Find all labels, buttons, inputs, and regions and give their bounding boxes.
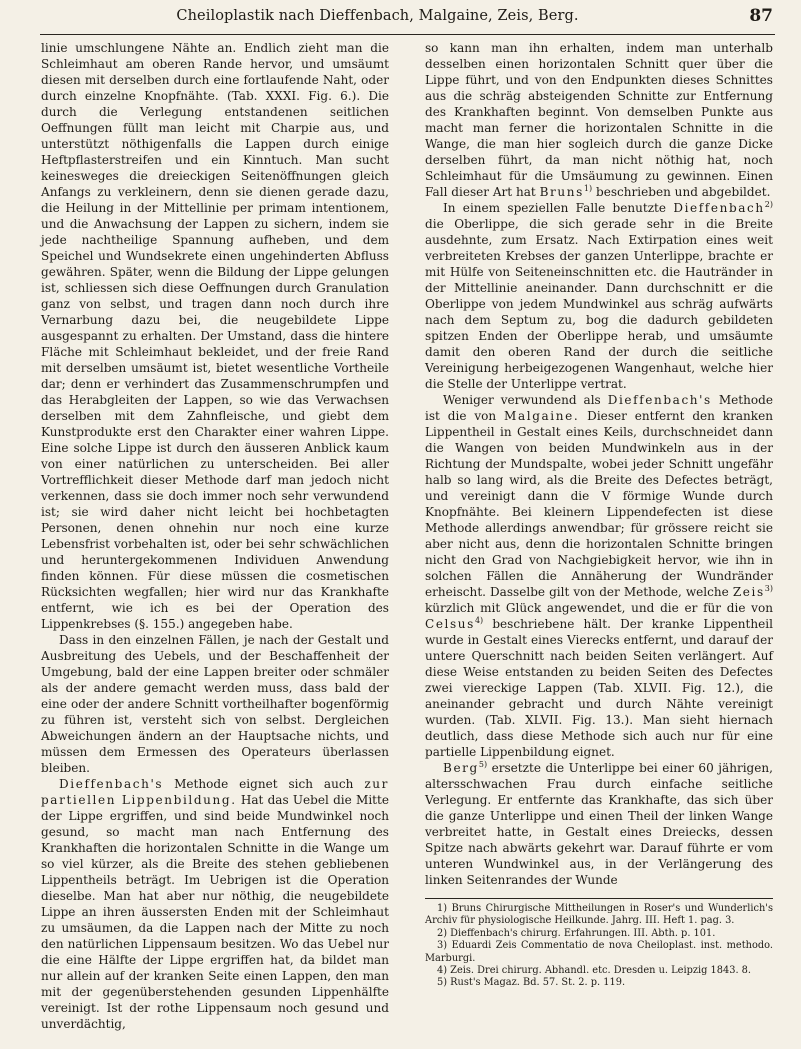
text-run: die Oberlippe, die sich gerade sehr in die Breite ausdehnte, zum Ersatz. Nach Extirpation eines weit verbreiteten Krebses der ganzen Unterlippe, brachte er mit Hülfe von Seiteneinschnitten etc. die Hautränder in der Mittellinie aneinander. Dann durchschnitt er die Oberlippe von jedem Mundwinkel aus schräg aufwärts nach dem Septum zu, bog die dadurch gebildeten spitzen Enden der Oberlippe herab, und umsäumte damit den oberen Rand der durch die seitliche Vereinigung herbeigezogenen Wangenhaut, welche hier die Stelle der Unterlippe vertrat.	[425, 217, 773, 391]
footnote: 3) Eduardi Zeis Commentatio de nova Cheiloplast. inst. methodo. Marburgi.	[425, 940, 773, 964]
left-column	[41, 40, 389, 1032]
paragraph	[41, 776, 389, 1032]
text-run: In einem speziellen Falle benutzte	[443, 201, 667, 215]
text-run: Hat das Uebel die Mitte der Lippe ergriffen, und sind beide Mundwinkel noch gesund, so macht man nach Entfernung des Krankhaften die horizontalen Schnitte in die Wange um so viel kürzer, als die Breite des stehen gebliebenen Lippentheils beträgt. Im Uebrigen ist die Operation dieselbe. Man hat aber nur nöthig, die neugebildete Lippe an ihren äussersten Enden mit der Schleimhaut zu umsäumen, da die Lappen nach der Mitte zu noch den natürlichen Lippensaum besitzen. Wo das Uebel nur die eine Hälfte der Lippe ergriffen hat, da bildet man nur allein auf der kranken Seite einen Lappen, den man mit der gegenüberstehenden gesunden Lippenhälfte vereinigt. Ist der rothe Lippensaum noch gesund und unverdächtig,	[41, 793, 389, 1031]
footnote: 1) Bruns Chirurgische Mittheilungen in Roser's und Wunderlich's Archiv für physiologische Heilkunde. Jahrg. III. Heft 1. pag. 3.	[425, 903, 773, 927]
text-run: kürzlich mit Glück angewendet, und die er für die von	[425, 601, 773, 615]
running-head: Cheiloplastik nach Dieffenbach, Malgaine, Zeis, Berg.	[176, 8, 579, 24]
author-name: Malgaine.	[504, 409, 580, 423]
paragraph: linie umschlungene Nähte an. Endlich zieht man die Schleimhaut am oberen Rande hervor, und umsäumt diesen mit derselben durch eine fortlaufende Naht, oder durch einzelne Knopfnähte. (Tab. XXXI. Fig. 6.). Die durch die Verlegung entstandenen seitlichen Oeffnungen füllt man leicht mit Charpie aus, und unterstützt nöthigenfalls die Lappen durch einige Heftpflasterstreifen und ein Kinntuch. Man sucht keinesweges die dreieckigen Seitenöffnungen gleich Anfangs zu verkleinern, denn sie dienen gerade dazu, die Heilung in der Mittellinie per primam intentionem, und die Anwachsung der Lappen zu sichern, indem sie jede nachtheilige Spannung aufheben, und dem Speichel und Wundsekrete einen ungehinderten Abfluss gewähren. Später, wenn die Bildung der Lippe gelungen ist, schliessen sich diese Oeffnungen durch Granulation ganz von selbst, und tragen dann noch durch ihre Vernarbung dazu bei, die neugebildete Lippe ausgespannt zu erhalten. Der Umstand, dass die hintere Fläche mit Schleimhaut bekleidet, und der freie Rand mit derselben umsäumt ist, bietet wesentliche Vortheile dar; denn er verhindert das Zusammenschrumpfen und das Herabgleiten der Lappen, so wie das Verwachsen derselben mit dem Zahnfleische, und giebt dem Kunstprodukte erst den Charakter einer wahren Lippe. Eine solche Lippe ist durch den äusseren Anblick kaum von einer natürlichen zu unterscheiden. Bei aller Vortrefflichkeit dieser Methode darf man jedoch nicht verkennen, dass sie doch immer noch sehr verwundend ist; sie wird daher nicht leicht bei hochbetagten Personen, denen ohnehin nur noch eine kurze Lebensfrist vorbehalten ist, oder bei sehr schwächlichen und heruntergekommenen Individuen Anwendung finden können. Für diese müssen die cosmetischen Rücksichten wegfallen; hier wird nur das Krankhafte entfernt, wie ich es bei der Operation des Lippenkrebses (§. 155.) angegeben habe.	[41, 41, 389, 631]
author-name: Dieffenbach's	[607, 393, 712, 407]
footnotes	[425, 898, 773, 990]
emphasized-term: zur partiellen Lippenbildung.	[41, 777, 389, 807]
footnote-ref: 3)	[764, 583, 773, 593]
author-name: Dieffenbach's	[59, 777, 164, 791]
author-name: Celsus	[425, 617, 475, 631]
author-name: Bruns	[539, 185, 584, 199]
footnote-ref: 4)	[474, 615, 484, 625]
paragraph: Dass in den einzelnen Fällen, je nach der Gestalt und Ausbreitung des Uebels, und der Beschaffenheit der Umgebung, bald der eine Lappen breiter oder schmäler als der andere gemacht werden muss, dass bald der eine oder der andere Schnitt vortheilhafter bogenförmig zu führen ist, versteht sich von selbst. Dergleichen Abweichungen ändern an der Hauptsache nichts, und müssen dem Ermessen des Operateurs überlassen bleiben.	[41, 633, 389, 775]
footnote: 2) Dieffenbach's chirurg. Erfahrungen. III. Abth. p. 101.	[437, 927, 716, 939]
text-run: Weniger verwundend als	[443, 393, 601, 407]
text-run: beschriebene hält. Der kranke Lippentheil wurde in Gestalt eines Vierecks entfernt, und darauf der untere Querschnitt nach beiden Seiten verlängert. Auf diese Weise entstanden zu beiden Seiten des Defectes zwei viereckige Lappen (Tab. XLVII. Fig. 12.), die aneinander gebracht und durch Nähte vereinigt wurden. (Tab. XLVII. Fig. 13.). Man sieht hiernach deutlich, dass diese Methode sich auch nur für eine partielle Lippenbildung eignet.	[425, 617, 773, 759]
footnote-ref: 2)	[764, 199, 773, 209]
author-name: Berg	[443, 761, 479, 775]
text-run: ersetzte die Unterlippe bei einer 60 jährigen, altersschwachen Frau durch einfache seitliche Verlegung. Er entfernte das Krankhafte, das sich über die ganze Unterlippe und einen Theil der linken Wange verbreitet hatte, in Gestalt eines Dreiecks, dessen Spitze nach abwärts gekehrt war. Darauf führte er vom unteren Wundwinkel aus, in der Verlängerung des linken Seitenrandes der Wunde	[425, 761, 773, 887]
text-run: Methode ist die von	[425, 393, 773, 423]
page-header	[40, 6, 775, 35]
page-number: 87	[749, 6, 773, 26]
footnote: 4) Zeis. Drei chirurg. Abhandl. etc. Dresden u. Leipzig 1843. 8.	[437, 965, 752, 977]
footnote-ref: 1)	[583, 183, 593, 193]
paragraph	[425, 392, 773, 760]
paragraph	[425, 200, 773, 392]
text-run: beschrieben und abgebildet.	[595, 185, 771, 199]
text-run: so kann man ihn erhalten, indem man unterhalb desselben einen horizontalen Schnitt quer über die Lippe führt, und von den Endpunkten dieses Schnittes aus die schräg absteigenden Schnitte zur Entfernung des Krankhaften beginnt. Von demselben Punkte aus macht man ferner die horizontalen Schnitte in die Wange, die man hier sogleich durch die ganze Dicke derselben führt, da man nicht nöthig hat, noch Schleimhaut für die Umsäumung zu gewinnen. Einen Fall dieser Art hat	[425, 41, 773, 199]
paragraph	[425, 760, 773, 888]
text-run: Dieser entfernt den kranken Lippentheil in Gestalt eines Keils, durchschneidet dann die Wangen von beiden Mundwinkeln aus in der Richtung der Mundspalte, wobei jeder Schnitt ungefähr halb so lang wird, als die Breite des Defectes beträgt, und vereinigt dann die V förmige Wunde durch Knopfnähte. Bei kleinern Lippendefecten ist diese Methode allerdings anwendbar; für grössere reicht sie aber nicht aus, denn die horizontalen Schnitte bringen nicht den Grad von Nachgiebigkeit hervor, wie ihn in solchen Fällen die Annäherung der Wundränder erheischt. Dasselbe gilt von der Methode, welche	[425, 409, 773, 599]
author-name: Dieffenbach	[673, 201, 765, 215]
right-column	[425, 40, 773, 990]
footnote-ref: 5)	[478, 759, 488, 769]
text-run: Methode eignet sich auch	[174, 777, 354, 791]
paragraph	[425, 40, 773, 200]
footnote: 5) Rust's Magaz. Bd. 57. St. 2. p. 119.	[437, 977, 626, 989]
author-name: Zeis	[732, 585, 765, 599]
